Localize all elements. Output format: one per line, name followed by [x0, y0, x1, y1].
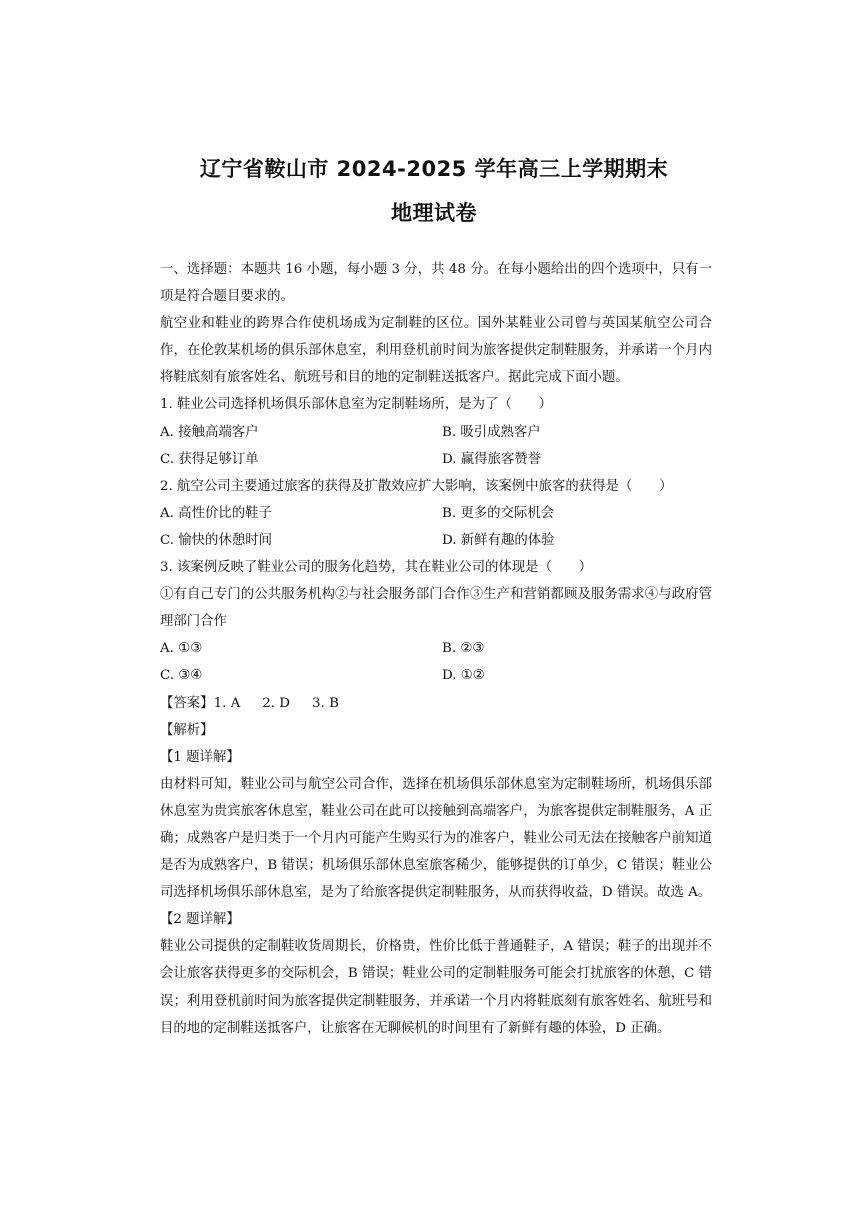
- answer-label: 【答案】: [160, 695, 214, 711]
- page-subtitle: 地理试卷: [391, 201, 477, 225]
- detail-2-label: 【2 题详解】: [160, 912, 240, 928]
- question-2-stem: 2. 航空公司主要通过旅客的获得及扩散效应扩大影响，该案例中旅客的获得是（ ）: [160, 478, 673, 494]
- q1-option-c: C. 获得足够订单: [160, 451, 259, 467]
- answer-3: 3. B: [312, 695, 339, 711]
- document-body: [160, 256, 712, 1042]
- q1-option-b: B. 吸引成熟客户: [442, 424, 541, 440]
- question-2-options-row2: [160, 527, 712, 554]
- question-3-stem: 3. 该案例反映了鞋业公司的服务化趋势，其在鞋业公司的体现是（ ）: [160, 560, 593, 576]
- q2-option-d: D. 新鲜有趣的体验: [442, 532, 555, 548]
- section-intro: 一、选择题：本题共 16 小题，每小题 3 分，共 48 分。在每小题给出的四个选项中，只有一项是符合题目要求的。: [160, 262, 712, 305]
- detail-1-text: 由材料可知，鞋业公司与航空公司合作，选择在机场俱乐部休息室为定制鞋场所，机场俱乐部休息室为贵宾旅客休息室，鞋业公司在此可以接触到高端客户，为旅客提供定制鞋服务，A 正确；成熟客户是归类于一个月内可能产生购买行为的准客户，鞋业公司无法在接触客户前知道是否为成熟客户，B 错误；机场俱乐部休息室旅客稀少，能够提供的订单少，C 错误；鞋业公司选择机场俱乐部休息室，是为了给旅客提供定制鞋服务，从而获得收益，D 错误。故选 A。: [160, 776, 712, 901]
- answer-2: 2. D: [262, 695, 291, 711]
- question-2-options-row1: [160, 500, 712, 527]
- answer-line: [160, 690, 712, 717]
- q3-option-d: D. ①②: [442, 668, 485, 684]
- q3-option-b: B. ②③: [442, 641, 485, 657]
- answer-1: 1. A: [213, 695, 241, 711]
- q3-option-a: A. ①③: [160, 641, 203, 657]
- q2-option-c: C. 愉快的休憩时间: [160, 532, 273, 548]
- question-3-options-row1: [160, 635, 712, 662]
- detail-2-text: 鞋业公司提供的定制鞋收货周期长，价格贵，性价比低于普通鞋子，A 错误；鞋子的出现并不会让旅客获得更多的交际机会，B 错误；鞋业公司的定制鞋服务可能会打扰旅客的休憩，C 错误；利用登机前时间为旅客提供定制鞋服务，并承诺一个月内将鞋底刻有旅客姓名、航班号和目的地的定制鞋送抵客户，让旅客在无聊候机的时间里有了新鲜有趣的体验，D 正确。: [160, 939, 712, 1036]
- question-1-options-row1: [160, 419, 712, 446]
- question-3-options-row2: [160, 662, 712, 689]
- question-3-items: ①有自己专门的公共服务机构②与社会服务部门合作③生产和营销都顾及服务需求④与政府管理部门合作: [160, 587, 712, 630]
- question-1-options-row2: [160, 446, 712, 473]
- analysis-label: 【解析】: [160, 722, 214, 738]
- q3-option-c: C. ③④: [160, 668, 203, 684]
- q2-option-a: A. 高性价比的鞋子: [160, 505, 272, 521]
- question-1-stem: 1. 鞋业公司选择机场俱乐部休息室为定制鞋场所，是为了（ ）: [160, 397, 552, 413]
- material-paragraph: 航空业和鞋业的跨界合作使机场成为定制鞋的区位。国外某鞋业公司曾与英国某航空公司合作，在伦敦某机场的俱乐部休息室，利用登机前时间为旅客提供定制鞋服务，并承诺一个月内将鞋底刻有旅客姓名、航班号和目的地的定制鞋送抵客户。据此完成下面小题。: [160, 316, 712, 386]
- page-title: 辽宁省鞍山市 2024-2025 学年高三上学期期末: [199, 157, 669, 181]
- q1-option-d: D. 赢得旅客赞誉: [442, 451, 542, 467]
- q2-option-b: B. 更多的交际机会: [442, 505, 555, 521]
- q1-option-a: A. 接触高端客户: [160, 424, 259, 440]
- detail-1-label: 【1 题详解】: [160, 749, 240, 765]
